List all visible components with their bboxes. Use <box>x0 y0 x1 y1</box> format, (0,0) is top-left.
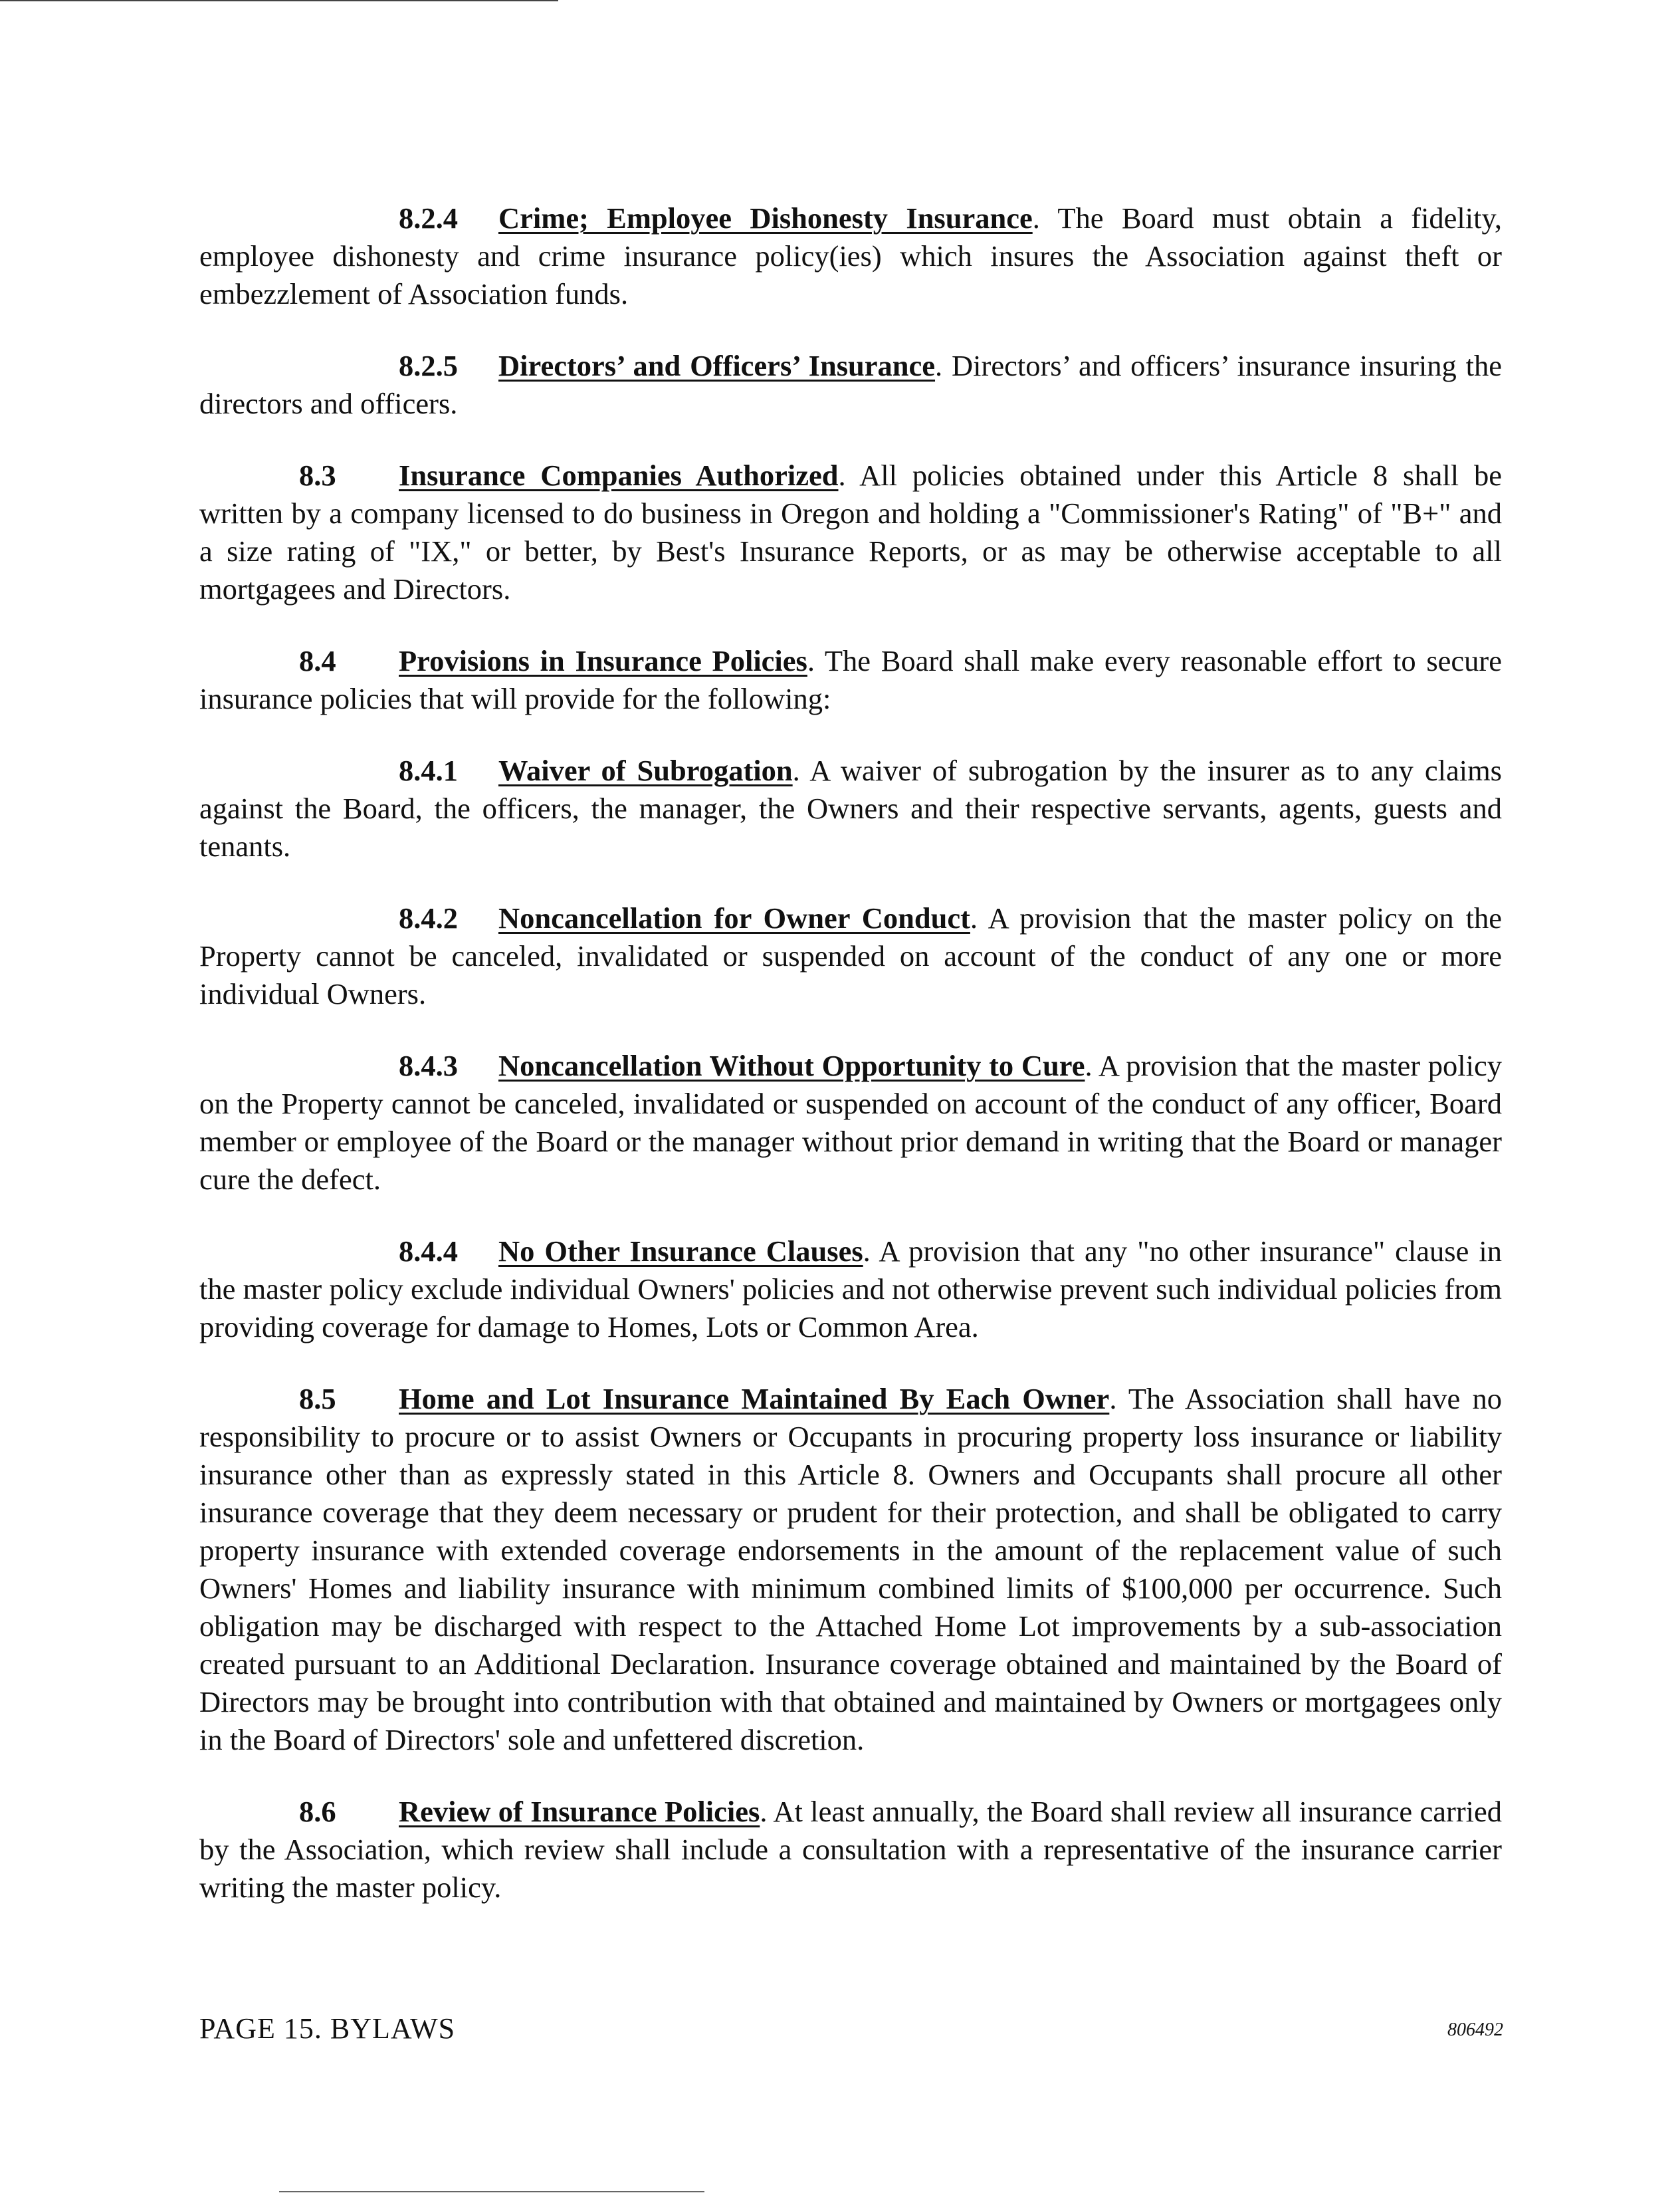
section-heading: Insurance Companies Authorized <box>399 459 839 492</box>
section-8-5: 8.5 Home and Lot Insurance Maintained By Each Owner. The Association shall have no responsibility to procure or to assist Owners or Occupants in procuring property loss insurance or liability insurance other than as expressly stated in this Article 8. Owners and Occupants shall procure all other insurance coverage that they deem necessary or prudent for their protection, and shall be obligated to carry property insurance with extended coverage endorsements in the amount of the replacement value of such Owners' Homes and liability insurance with minimum combined limits of $100,000 per occurrence. Such obligation may be discharged with respect to the Attached Home Lot improvements by a sub-association created pursuant to an Additional Declaration. Insurance coverage obtained and maintained by the Board of Directors may be brought into contribution with that obtained and maintained by Owners or mortgagees only in the Board of Directors' sole and unfettered discretion. <box>199 1380 1502 1759</box>
section-heading: Provisions in Insurance Policies <box>399 644 807 677</box>
section-heading: Noncancellation for Owner Conduct <box>498 901 970 935</box>
footer-doc-number: 806492 <box>1447 2020 1503 2040</box>
section-number: 8.2.4 <box>399 201 458 235</box>
section-text: At least annually, the Board shall review all insurance carried by the Association, which review shall include a consultation with a representative of the insurance carrier writing the master policy. <box>199 1795 1503 1904</box>
section-8-2-5: 8.2.5 Directors’ and Officers’ Insurance. Directors’ and officers’ insurance insuring the directors and officers. <box>199 347 1502 423</box>
document-body <box>199 199 1502 1940</box>
section-number: 8.4.3 <box>399 1049 458 1082</box>
section-heading: Noncancellation Without Opportunity to Cure <box>498 1049 1085 1082</box>
section-8-4-3: 8.4.3 Noncancellation Without Opportunity to Cure. A provision that the master policy on the Property cannot be canceled, invalidated or suspended on account of the conduct of any officer, Board member or employee of the Board or the manager without prior demand in writing that the Board or manager cure the defect. <box>199 1047 1502 1199</box>
section-8-2-4: 8.2.4 Crime; Employee Dishonesty Insurance. The Board must obtain a fidelity, employee dishonesty and crime insurance policy(ies) which insures the Association against theft or embezzlement of Association funds. <box>199 199 1502 313</box>
section-text: A provision that the master policy on the Property cannot be canceled, invalidated or suspended on account of the conduct of any one or more individual Owners. <box>199 901 1503 1010</box>
section-text: The Board must obtain a fidelity, employee dishonesty and crime insurance policy(ies) which insures the Association against theft or embezzlement of Association funds. <box>199 201 1503 310</box>
section-number: 8.4.4 <box>399 1234 458 1268</box>
section-number: 8.4 <box>299 644 336 677</box>
section-number: 8.5 <box>299 1382 336 1415</box>
section-text: All policies obtained under this Article 8 shall be written by a company licensed to do business in Oregon and holding a "Commissioner's Rating" of "B+" and a size rating of "IX," or better, by Best's Insurance Reports, or as may be otherwise acceptable to all mortgagees and Directors. <box>199 459 1502 606</box>
section-number: 8.4.1 <box>399 754 458 787</box>
section-number: 8.3 <box>299 459 336 492</box>
section-text: A waiver of subrogation by the insurer as to any claims against the Board, the officers, the manager, the Owners and their respective servants, agents, guests and tenants. <box>199 754 1502 863</box>
section-heading: No Other Insurance Clauses <box>498 1234 863 1268</box>
section-heading: Waiver of Subrogation <box>498 754 793 787</box>
section-number: 8.4.2 <box>399 901 458 935</box>
section-text: The Board shall make every reasonable effort to secure insurance policies that will provide for the following: <box>199 644 1502 715</box>
section-text: Directors’ and officers’ insurance insuring the directors and officers. <box>199 349 1502 420</box>
section-heading: Review of Insurance Policies <box>399 1795 760 1828</box>
section-8-6: 8.6 Review of Insurance Policies. At least annually, the Board shall review all insurance carried by the Association, which review shall include a consultation with a representative of the insurance carrier writing the master policy. <box>199 1793 1502 1906</box>
section-text: A provision that any "no other insurance" clause in the master policy exclude individual Owners' policies and not otherwise prevent such individual policies from providing coverage for damage to Homes, Lots or Common Area. <box>199 1234 1503 1343</box>
scan-edge-top <box>0 0 558 1</box>
section-heading: Directors’ and Officers’ Insurance <box>498 349 936 382</box>
section-heading: Home and Lot Insurance Maintained By Each Owner <box>399 1382 1110 1415</box>
section-text: The Association shall have no responsibility to procure or to assist Owners or Occupants in procuring property loss insurance or liability insurance other than as expressly stated in this Article 8. Owners and Occupants shall procure all other insurance coverage that they deem necessary or prudent for their protection, and shall be obligated to carry property insurance with extended coverage endorsements in the amount of the replacement value of such Owners' Homes and liability insurance with minimum combined limits of $100,000 per occurrence. Such obligation may be discharged with respect to the Attached Home Lot improvements by a sub-association created pursuant to an Additional Declaration. Insurance coverage obtained and maintained by the Board of Directors may be brought into contribution with that obtained and maintained by Owners or mortgagees only in the Board of Directors' sole and unfettered discretion. <box>199 1382 1502 1756</box>
section-heading: Crime; Employee Dishonesty Insurance <box>498 201 1033 235</box>
section-8-4-1: 8.4.1 Waiver of Subrogation. A waiver of subrogation by the insurer as to any claims against the Board, the officers, the manager, the Owners and their respective servants, agents, guests and tenants. <box>199 752 1502 866</box>
section-text: A provision that the master policy on the Property cannot be canceled, invalidated or suspended on account of the conduct of any officer, Board member or employee of the Board or the manager without prior demand in writing that the Board or manager cure the defect. <box>199 1049 1503 1196</box>
section-number: 8.6 <box>299 1795 336 1828</box>
section-8-4: 8.4 Provisions in Insurance Policies. The Board shall make every reasonable effort to secure insurance policies that will provide for the following: <box>199 642 1502 718</box>
section-8-4-4: 8.4.4 No Other Insurance Clauses. A provision that any "no other insurance" clause in the master policy exclude individual Owners' policies and not otherwise prevent such individual policies from providing coverage for damage to Homes, Lots or Common Area. <box>199 1232 1502 1346</box>
section-number: 8.2.5 <box>399 349 458 382</box>
scan-edge-bottom <box>279 2191 704 2192</box>
section-8-4-2: 8.4.2 Noncancellation for Owner Conduct. A provision that the master policy on the Property cannot be canceled, invalidated or suspended on account of the conduct of any one or more individual Owners. <box>199 899 1502 1013</box>
footer-page-label: PAGE 15. BYLAWS <box>199 2012 456 2045</box>
section-8-3: 8.3 Insurance Companies Authorized. All policies obtained under this Article 8 shall be written by a company licensed to do business in Oregon and holding a "Commissioner's Rating" of "B+" and a size rating of "IX," or better, by Best's Insurance Reports, or as may be otherwise acceptable to all mortgagees and Directors. <box>199 457 1502 608</box>
